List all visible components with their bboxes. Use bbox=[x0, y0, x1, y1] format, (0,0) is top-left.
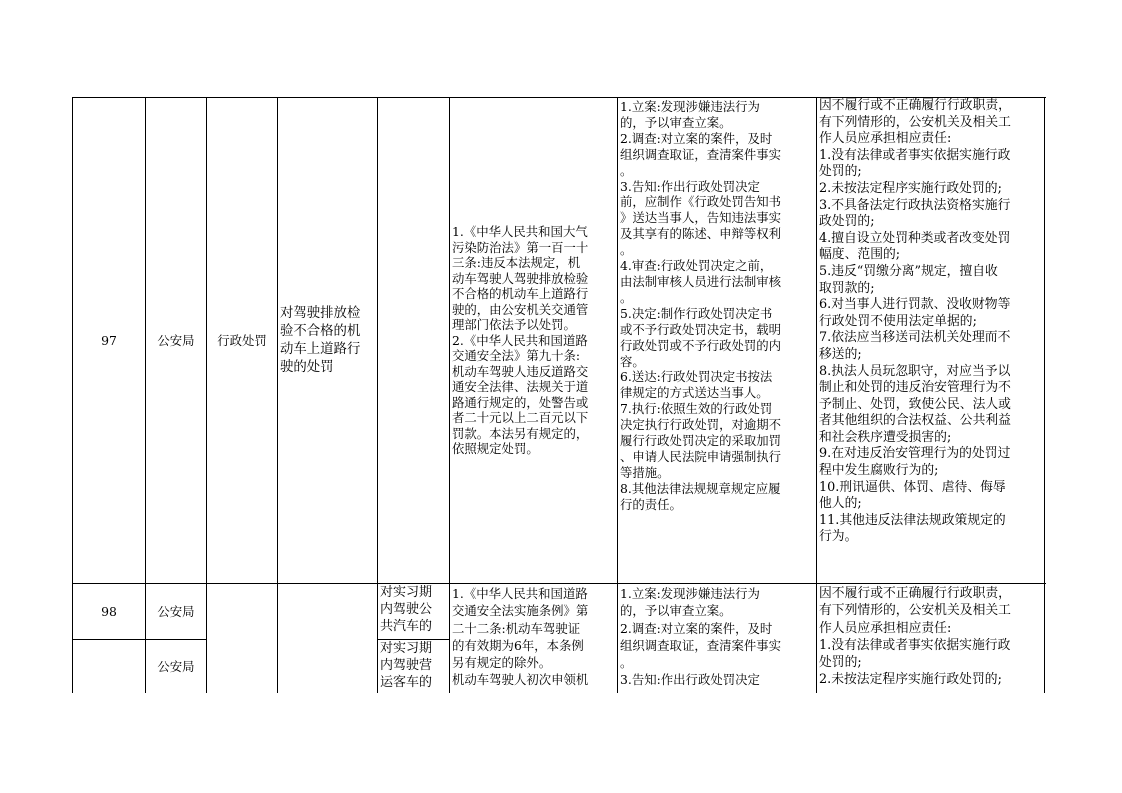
dept-name: 公安局 bbox=[157, 603, 195, 619]
subitem-cell bbox=[378, 98, 449, 583]
category-label: 行政处罚 bbox=[217, 332, 267, 348]
dept-cell bbox=[146, 584, 206, 639]
row-index: 98 bbox=[101, 603, 117, 619]
item-name-text: 对驾驶排放检 验不合格的机 动车上道路行 驶的处罚 bbox=[280, 305, 361, 375]
row-index-cell bbox=[73, 584, 145, 639]
legal-basis-cell bbox=[452, 98, 616, 583]
dept-name: 公安局 bbox=[157, 332, 195, 348]
process-cell: 1.立案:发现涉嫌违法行为 的，予以审查立案。 2.调查:对立案的案件，及时 组织调查取证，查清案件事实 。 3.告知:作出行政处罚决定 前，应制作《行政处罚告知书 》送达当事人，告知违法事实 及其享有的陈述、申辩等权利 。 4.审查:行政处罚决定之前， 由法制审核人员进行法制审核 。 5.决定:制作行政处罚决定书 或不予行政处罚决定书，载明 行政处罚或不予行政处罚的内 容。 6.送达:行政处罚决定书按法 律规定的方式送达当事人。 7.执行:依照生效的行政处罚 决定执行行政处罚，对逾期不 履行行政处罚决定的采取加罚 、申请人民法院申请强制执行 等措施。 8.其他法律法规规章规定应履 行的责任。 bbox=[620, 99, 782, 512]
dept-name: 公安局 bbox=[157, 658, 195, 674]
process-cell: 1.立案:发现涉嫌违法行为 的，予以审查立案。 2.调查:对立案的案件，及时 组织调查取证，查清案件事实 。 3.告知:作出行政处罚决定 bbox=[620, 586, 782, 688]
subitem-cell: 对实习期 内驾驶公 共汽车的 bbox=[380, 585, 433, 634]
category-cell bbox=[207, 98, 277, 583]
row-index: 97 bbox=[101, 332, 117, 348]
subitem-cell: 对实习期 内驾驶营 运客车的 bbox=[380, 641, 433, 690]
dept-cell bbox=[146, 98, 206, 583]
liability-cell: 因不履行或不正确履行行政职责， 有下列情形的，公安机关及相关工 作人员应承担相应责任: 1.没有法律或者事实依据实施行政 处罚的; 2.未按法定程序实施行政处罚的; 3.不具备法定行政执法资格实施行 政处罚的; 4.擅自设立处罚种类或者改变处罚 幅度、范围的; 5.违反“罚缴分离”规定，擅自收 取罚款的; 6.对当事人进行罚款、没收财物等 行政处罚不使用法定单据的; 7.依法应当移送司法机关处理而不 移送的; 8.执法人员玩忽职守，对应当予以 制止和处罚的违反治安管理行为不 予制止、处罚，致使公民、法人或 者其他组织的合法权益、公共利益 和社会秩序遭受损害的; 9.在对违反治安管理行为的处罚过 程中发生腐败行为的; 10.刑讯逼供、体罚、虐待、侮辱 他人的; 11.其他违反法律法规政策规定的 行为。 bbox=[819, 98, 1011, 545]
legal-basis-text: 1.《中华人民共和国大气 污染防治法》第一百一十 三条:违反本法规定，机 动车驾驶人驾驶排放检验 不合格的机动车上道路行 驶的，由公安机关交通管 理部门依法予以处罚。 2.《中华人民共和国道路 交通安全法》第九十条: 机动车驾驶人违反道路交 通安全法律、法规关于道 路通行规定的，处警告或 者二十元以上二百元以下 罚款。本法另有规定的， 依照规定处罚。 bbox=[452, 224, 589, 457]
liability-cell: 因不履行或不正确履行行政职责， 有下列情形的，公安机关及相关工 作人员应承担相应责任: 1.没有法律或者事实依据实施行政 处罚的; 2.未按法定程序实施行政处罚的; bbox=[819, 586, 1011, 688]
dept-cell bbox=[146, 640, 206, 693]
item-name-cell bbox=[280, 98, 376, 583]
row-index-cell bbox=[73, 98, 145, 583]
responsibility-table bbox=[72, 97, 1046, 693]
legal-basis-cell: 1.《中华人民共和国道路 交通安全法实施条例》第 二十二条:机动车驾驶证 的有效期为6年，本条例 另有规定的除外。 机动车驾驶人初次申领机 bbox=[452, 586, 589, 688]
